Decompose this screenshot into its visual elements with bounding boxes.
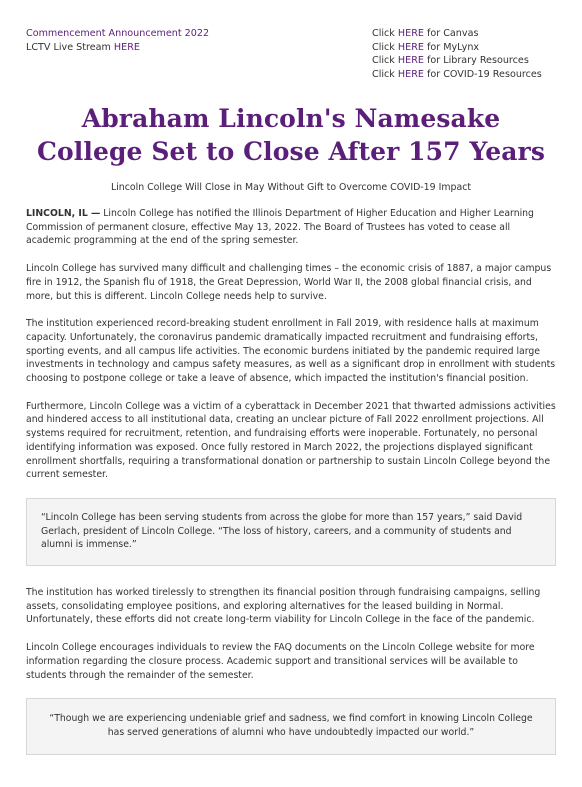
link-suffix: for Library Resources xyxy=(423,55,529,67)
article-subtitle: Lincoln College Will Close in May Without Gift to Overcome COVID-19 Impact xyxy=(110,182,472,193)
paragraph-1 xyxy=(26,207,556,248)
article-title xyxy=(26,102,556,168)
resource-link-covid xyxy=(372,68,542,82)
header-resource-links xyxy=(372,27,542,81)
header xyxy=(26,0,556,84)
resource-link-canvas xyxy=(372,27,542,41)
canvas-link[interactable]: HERE xyxy=(397,28,424,39)
paragraph-4: Furthermore, Lincoln College was a victim of a cyberattack in December 2021 that thwarted admissions activities and hindered access to all institutional data, creating an unclear picture of Fall 2022 enrollment projections. All systems required for recruitment, retention, and fundraising efforts were inoperable. Fortunately, no personal identifying information was exposed. Once fully restored in March 2022, the projections displayed significant enrollment shortfalls, requiring a transformational donation or partnership to sustain Lincoln College beyond the current semester. xyxy=(26,400,556,481)
covid-resources-link[interactable]: HERE xyxy=(397,68,424,80)
pull-quote-closing: “Though we are experiencing undeniable grief and sadness, we find comfort in knowing Lincoln College has served generations of alumni who have undoubtedly impacted our world.” xyxy=(26,698,556,754)
link-suffix: for MyLynx xyxy=(423,41,480,53)
livestream-label: LCTV Live Stream xyxy=(26,41,114,53)
livestream-link[interactable]: HERE xyxy=(113,41,140,53)
header-left xyxy=(26,27,209,54)
article-title-line1: Abraham Lincoln's Namesake xyxy=(81,104,501,133)
paragraph-5: The institution has worked tirelessly to strengthen its financial position through fundraising campaigns, selling assets, consolidating employee positions, and exploring alternatives for the leased building in Normal. Unfortunately, these efforts did not create long-term viability for Lincoln College in the face of the pandemic. xyxy=(26,587,541,626)
link-prefix: Click xyxy=(372,41,398,53)
resource-link-library xyxy=(372,54,542,68)
link-suffix: for Canvas xyxy=(423,28,479,39)
paragraph-2: Lincoln College has survived many difficult and challenging times – the economic crisis of 1887, a major campus fire in 1912, the Spanish flu of 1918, the Great Depression, World War II, the 2008 global financial crisis, and more, but this is different. Lincoln College needs help to survive. xyxy=(26,263,552,302)
mylynx-link[interactable]: HERE xyxy=(397,41,424,53)
pull-quote-president: “Lincoln College has been serving students from across the globe for more than 157 years,” said David Gerlach, president of Lincoln College. “The loss of history, careers, and a community of students and alumni is immense.” xyxy=(26,498,556,566)
link-prefix: Click xyxy=(372,28,398,39)
resource-link-mylynx xyxy=(372,41,542,55)
paragraph-1-text: Lincoln College has notified the Illinois Department of Higher Education and Higher Learning Commission of permanent closure, effective May 13, 2022. The Board of Trustees has voted to cease all academic programming at the end of the spring semester. xyxy=(26,208,534,247)
paragraph-3: The institution experienced record-breaking student enrollment in Fall 2019, with residence halls at maximum capacity. Unfortunately, the coronavirus pandemic dramatically impacted recruitment and fundraising efforts, sporting events, and all campus life activities. The economic burdens initiated by the pandemic required large investments in technology and campus safety measures, as well as a significant drop in enrollment with students choosing to postpone college or take a leave of absence, which impacted the institution's financial position. xyxy=(26,318,556,385)
dateline: LINCOLN, IL — xyxy=(26,208,101,219)
library-resources-link[interactable]: HERE xyxy=(397,55,424,67)
commencement-announcement-link[interactable]: Commencement Announcement 2022 xyxy=(26,28,210,39)
paragraph-6: Lincoln College encourages individuals to review the FAQ documents on the Lincoln College website for more information regarding the closure process. Academic support and transitional services will be available to students through the remainder of the semester. xyxy=(26,642,535,681)
link-prefix: Click xyxy=(372,55,398,67)
link-suffix: for COVID-19 Resources xyxy=(423,68,542,80)
article-title-line2: College Set to Close After 157 Years xyxy=(36,137,545,166)
link-prefix: Click xyxy=(372,68,398,80)
